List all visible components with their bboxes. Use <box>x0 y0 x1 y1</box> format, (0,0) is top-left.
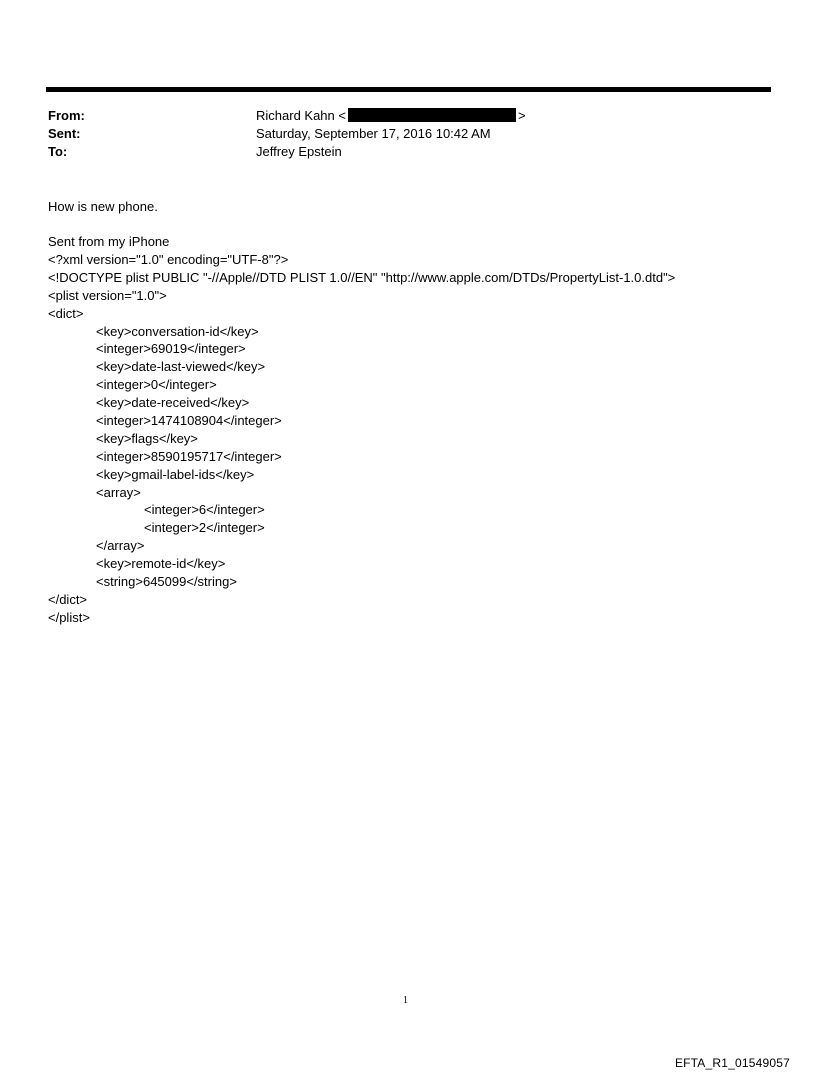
code-line: <key>remote-id</key> <box>96 556 226 572</box>
code-line: </array> <box>96 538 145 554</box>
code-line: <key>conversation-id</key> <box>96 323 259 339</box>
from-value <box>256 107 526 125</box>
code-line: <key>flags</key> <box>96 430 198 446</box>
code-line: </plist> <box>48 609 90 625</box>
code-line: <integer>8590195717</integer> <box>96 448 282 464</box>
sent-value: Saturday, September 17, 2016 10:42 AM <box>256 126 491 141</box>
sent-label: Sent: <box>48 126 81 141</box>
code-line: <key>gmail-label-ids</key> <box>96 466 255 482</box>
code-line: <integer>69019</integer> <box>96 341 246 357</box>
code-line: <?xml version="1.0" encoding="UTF-8"?> <box>48 252 289 267</box>
email-greeting: How is new phone. <box>48 199 158 214</box>
code-line: <!DOCTYPE plist PUBLIC "-//Apple//DTD PLIST 1.0//EN" "http://www.apple.com/DTDs/PropertyList-1.0.dtd"> <box>48 269 676 285</box>
code-line: <dict> <box>48 305 84 321</box>
header-divider <box>46 87 771 92</box>
from-label: From: <box>48 108 85 123</box>
code-line: <integer>6</integer> <box>144 502 265 518</box>
code-line: <array> <box>96 484 141 500</box>
to-label: To: <box>48 144 68 159</box>
code-line: <integer>0</integer> <box>96 377 217 393</box>
email-signature: Sent from my iPhone <box>48 234 170 249</box>
code-line: <key>date-received</key> <box>96 395 250 411</box>
code-line: <key>date-last-viewed</key> <box>96 359 266 375</box>
code-line: <integer>2</integer> <box>144 520 265 536</box>
redacted-email-address <box>348 108 516 122</box>
code-line: <string>645099</string> <box>96 574 237 590</box>
from-name: Richard Kahn < <box>256 108 346 123</box>
to-value: Jeffrey Epstein <box>256 144 342 159</box>
page-number: 1 <box>403 995 408 1006</box>
code-line: </dict> <box>48 591 88 607</box>
from-close: > <box>517 108 526 123</box>
code-line: <plist version="1.0"> <box>48 287 167 303</box>
plist-code-block <box>48 251 675 627</box>
code-line: <integer>1474108904</integer> <box>96 413 282 429</box>
bates-number: EFTA_R1_01549057 <box>674 1056 790 1070</box>
